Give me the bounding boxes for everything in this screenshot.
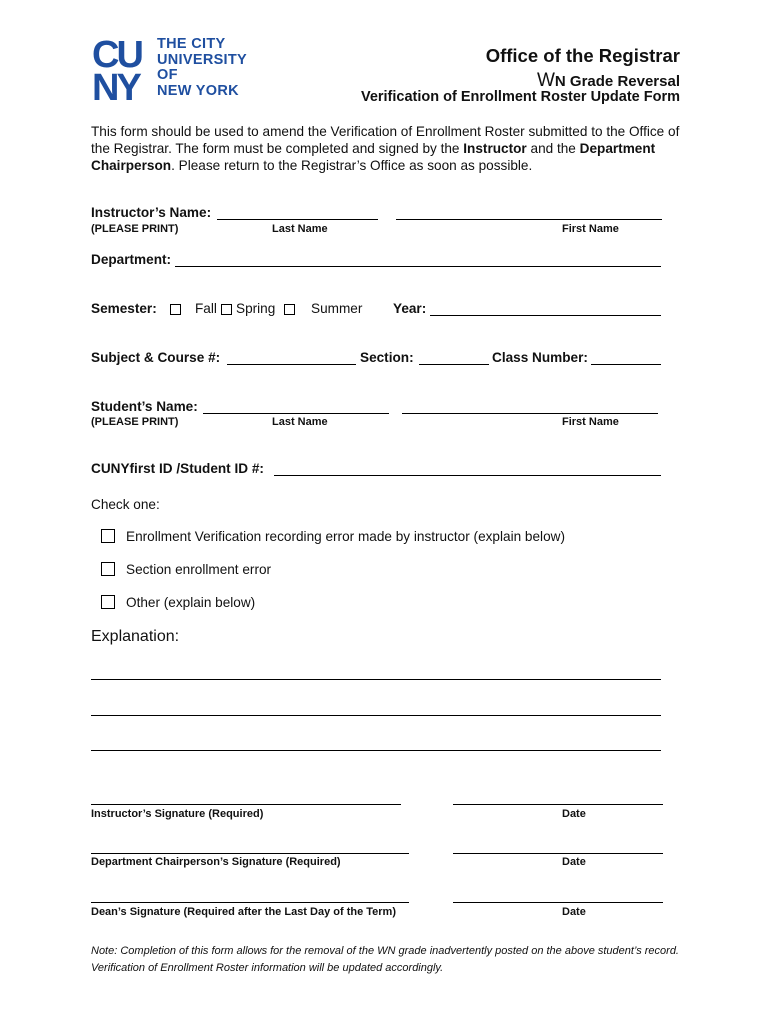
class-number-field[interactable] bbox=[591, 364, 661, 365]
summer-checkbox[interactable] bbox=[284, 304, 295, 315]
student-name-label: Student’s Name: bbox=[91, 399, 198, 414]
first-name-label: First Name bbox=[562, 223, 619, 235]
form-name: Verification of Enrollment Roster Update Form bbox=[360, 89, 680, 105]
cuny-logo-mark bbox=[92, 36, 158, 102]
intro-bold-instructor: Instructor bbox=[463, 141, 527, 156]
instructor-signature-label: Instructor’s Signature (Required) bbox=[91, 808, 264, 820]
first-name-label: First Name bbox=[562, 416, 619, 428]
logo-text-line: NEW YORK bbox=[157, 82, 239, 99]
intro-paragraph bbox=[91, 123, 681, 174]
intro-text: and the bbox=[526, 141, 580, 156]
intro-bold-chair: Department Chairperson bbox=[91, 141, 656, 173]
page-title: Office of the Registrar bbox=[485, 45, 680, 66]
explanation-line[interactable] bbox=[91, 679, 661, 680]
option-checkbox-enrollment-error[interactable] bbox=[101, 529, 115, 543]
fall-label: Fall bbox=[195, 301, 217, 316]
year-field[interactable] bbox=[430, 315, 661, 316]
chair-date-field[interactable] bbox=[453, 853, 663, 854]
subtitle-rest: N Grade Reversal bbox=[554, 73, 680, 90]
cunyfirst-id-label: CUNYfirst ID /Student ID #: bbox=[91, 461, 264, 476]
section-label: Section: bbox=[360, 350, 414, 365]
date-label: Date bbox=[562, 856, 586, 868]
chair-signature-label: Department Chairperson’s Signature (Required) bbox=[91, 856, 341, 868]
dean-date-field[interactable] bbox=[453, 902, 663, 903]
instructor-first-name-field[interactable] bbox=[396, 219, 662, 220]
logo-mark-line2: NY bbox=[92, 67, 139, 102]
section-field[interactable] bbox=[419, 364, 489, 365]
class-number-label: Class Number: bbox=[492, 350, 588, 365]
subject-course-label: Subject & Course #: bbox=[91, 350, 221, 365]
logo-text-line: THE CITY bbox=[157, 36, 226, 52]
explanation-label: Explanation: bbox=[91, 628, 180, 645]
instructor-last-name-field[interactable] bbox=[217, 219, 378, 220]
intro-text: . Please return to the Registrar’s Office as soon as possible. bbox=[171, 158, 533, 173]
logo-mark-line1: CU bbox=[92, 36, 141, 76]
subject-course-field[interactable] bbox=[227, 364, 356, 365]
logo-text-line: OF bbox=[157, 67, 178, 84]
instructor-signature-field[interactable] bbox=[91, 804, 401, 805]
student-last-name-field[interactable] bbox=[203, 413, 389, 414]
footer-note: Note: Completion of this form allows for the removal of the WN grade inadvertently posted on the above student’s record. Verification of Enrollment Roster information will be updated accordingly. bbox=[91, 945, 679, 974]
student-first-name-field[interactable] bbox=[402, 413, 658, 414]
department-label: Department: bbox=[91, 252, 172, 267]
spring-checkbox[interactable] bbox=[221, 304, 232, 315]
spring-label: Spring bbox=[236, 301, 276, 316]
last-name-label: Last Name bbox=[272, 223, 328, 235]
please-print-label: (PLEASE PRINT) bbox=[91, 416, 179, 428]
subtitle-initial: W bbox=[536, 70, 555, 91]
check-one-label: Check one: bbox=[91, 497, 160, 512]
explanation-line[interactable] bbox=[91, 750, 661, 751]
option-label-enrollment-error: Enrollment Verification recording error made by instructor (explain below) bbox=[126, 529, 565, 544]
option-checkbox-section-error[interactable] bbox=[101, 562, 115, 576]
last-name-label: Last Name bbox=[272, 416, 328, 428]
logo-text-line: UNIVERSITY bbox=[157, 51, 248, 68]
date-label: Date bbox=[562, 808, 586, 820]
dean-signature-label: Dean’s Signature (Required after the Last Day of the Term) bbox=[91, 906, 397, 918]
year-label: Year: bbox=[393, 301, 427, 316]
explanation-line[interactable] bbox=[91, 715, 661, 716]
please-print-label: (PLEASE PRINT) bbox=[91, 223, 179, 235]
cuny-logo-text bbox=[157, 37, 247, 99]
summer-label: Summer bbox=[311, 301, 363, 316]
intro-text: This form should be used to amend the Verification of Enrollment Roster submitted to the Office of the Registrar. The form must be completed and signed by the bbox=[91, 124, 680, 156]
option-checkbox-other[interactable] bbox=[101, 595, 115, 609]
dean-signature-field[interactable] bbox=[91, 902, 409, 903]
instructor-date-field[interactable] bbox=[453, 804, 663, 805]
semester-label: Semester: bbox=[91, 301, 157, 316]
instructor-name-label: Instructor’s Name: bbox=[91, 205, 212, 220]
cunyfirst-id-field[interactable] bbox=[274, 475, 661, 476]
option-label-section-error: Section enrollment error bbox=[126, 562, 272, 577]
date-label: Date bbox=[562, 906, 586, 918]
department-field[interactable] bbox=[175, 266, 661, 267]
option-label-other: Other (explain below) bbox=[126, 595, 256, 610]
chair-signature-field[interactable] bbox=[91, 853, 409, 854]
fall-checkbox[interactable] bbox=[170, 304, 181, 315]
